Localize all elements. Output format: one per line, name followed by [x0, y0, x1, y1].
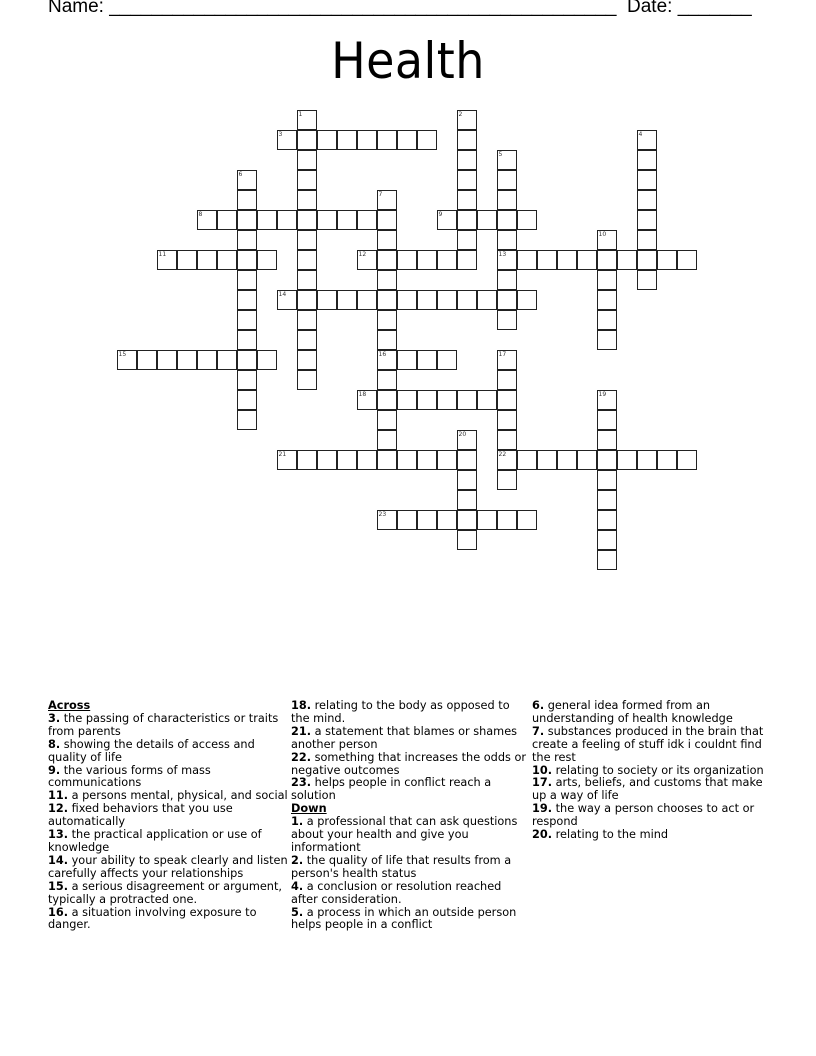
grid-cell[interactable] — [217, 210, 237, 230]
grid-cell[interactable] — [357, 390, 377, 410]
grid-cell[interactable] — [237, 330, 257, 350]
grid-cell[interactable] — [677, 450, 697, 470]
grid-cell[interactable] — [477, 210, 497, 230]
grid-cell[interactable] — [437, 350, 457, 370]
grid-cell[interactable] — [237, 390, 257, 410]
down-clue: 6. general idea formed from an understanding of health knowledge — [532, 699, 733, 725]
grid-cell[interactable] — [497, 430, 517, 450]
grid-cell[interactable] — [597, 290, 617, 310]
grid-cell[interactable] — [237, 190, 257, 210]
grid-cell[interactable] — [357, 450, 377, 470]
grid-cell[interactable] — [497, 170, 517, 190]
grid-cell[interactable] — [637, 270, 657, 290]
across-clue: 11. a persons mental, physical, and social — [48, 789, 288, 803]
grid-cell[interactable] — [377, 270, 397, 290]
grid-cell[interactable] — [597, 430, 617, 450]
across-clue: 9. the various forms of mass communications — [48, 763, 211, 790]
grid-cell[interactable] — [237, 210, 257, 230]
grid-cell[interactable] — [457, 490, 477, 510]
down-clue: 17. arts, beliefs, and customs that make up a way of life — [532, 776, 763, 803]
grid-cell[interactable] — [257, 350, 277, 370]
grid-cell[interactable] — [237, 350, 257, 370]
grid-cell[interactable] — [597, 450, 617, 470]
grid-cell[interactable] — [417, 390, 437, 410]
grid-cell[interactable] — [437, 510, 457, 530]
grid-cell[interactable] — [397, 130, 417, 150]
grid-cell[interactable] — [297, 290, 317, 310]
down-clue: 2. the quality of life that results from a person's health status — [291, 853, 512, 880]
across-clue: 14. your ability to speak clearly and listen carefully affects your relationships — [48, 853, 288, 880]
grid-cell[interactable] — [357, 290, 377, 310]
grid-cell[interactable] — [277, 130, 297, 150]
grid-cell[interactable] — [457, 430, 477, 450]
grid-cell[interactable] — [257, 210, 277, 230]
grid-cell[interactable] — [297, 130, 317, 150]
grid-cell[interactable] — [377, 450, 397, 470]
clue-number: 2 — [458, 110, 463, 118]
grid-cell[interactable] — [597, 230, 617, 250]
grid-cell[interactable] — [537, 450, 557, 470]
grid-cell[interactable] — [397, 290, 417, 310]
grid-cell[interactable] — [637, 190, 657, 210]
clues-column-3 — [532, 700, 772, 842]
down-clue: 7. substances produced in the brain that create a feeling of stuff idk i couldnt find the rest — [532, 724, 764, 764]
down-clue: 4. a conclusion or resolution reached after consideration. — [291, 879, 502, 906]
grid-cell[interactable] — [597, 510, 617, 530]
grid-cell[interactable] — [297, 250, 317, 270]
grid-cell[interactable] — [397, 450, 417, 470]
grid-cell[interactable] — [597, 410, 617, 430]
grid-cell[interactable] — [497, 230, 517, 250]
grid-cell[interactable] — [337, 130, 357, 150]
grid-cell[interactable] — [117, 350, 137, 370]
clue-number: 10 — [598, 230, 607, 238]
grid-cell[interactable] — [417, 250, 437, 270]
grid-cell[interactable] — [517, 510, 537, 530]
across-clue: 8. showing the details of access and quality of life — [48, 737, 255, 764]
grid-cell[interactable] — [537, 250, 557, 270]
grid-cell[interactable] — [297, 450, 317, 470]
grid-cell[interactable] — [417, 130, 437, 150]
grid-cell[interactable] — [237, 370, 257, 390]
grid-cell[interactable] — [297, 330, 317, 350]
grid-cell[interactable] — [317, 130, 337, 150]
grid-cell[interactable] — [377, 250, 397, 270]
grid-cell[interactable] — [277, 210, 297, 230]
clue-number: 7 — [378, 190, 383, 198]
grid-cell[interactable] — [637, 230, 657, 250]
clue-number: 17 — [498, 350, 507, 358]
grid-cell[interactable] — [457, 210, 477, 230]
grid-cell[interactable] — [237, 410, 257, 430]
grid-cell[interactable] — [637, 450, 657, 470]
grid-cell[interactable] — [217, 250, 237, 270]
grid-cell[interactable] — [577, 250, 597, 270]
grid-cell[interactable] — [577, 450, 597, 470]
clue-number: 16 — [378, 350, 387, 358]
grid-cell[interactable] — [437, 290, 457, 310]
grid-cell[interactable] — [297, 110, 317, 130]
clue-number: 5 — [498, 150, 503, 158]
across-clue: 22. something that increases the odds or negative outcomes — [291, 750, 527, 777]
grid-cell[interactable] — [377, 350, 397, 370]
date-field-label: Date: _______ — [627, 0, 752, 17]
clue-number: 18 — [358, 390, 367, 398]
grid-cell[interactable] — [517, 450, 537, 470]
grid-cell[interactable] — [557, 450, 577, 470]
grid-cell[interactable] — [517, 210, 537, 230]
grid-cell[interactable] — [377, 370, 397, 390]
grid-cell[interactable] — [377, 410, 397, 430]
name-field-label: Name: ________________________________________________ — [48, 0, 617, 17]
grid-cell[interactable] — [597, 250, 617, 270]
grid-cell[interactable] — [137, 350, 157, 370]
grid-cell[interactable] — [637, 130, 657, 150]
grid-cell[interactable] — [457, 510, 477, 530]
grid-cell[interactable] — [217, 350, 237, 370]
grid-cell[interactable] — [357, 210, 377, 230]
grid-cell[interactable] — [237, 170, 257, 190]
grid-cell[interactable] — [497, 210, 517, 230]
grid-cell[interactable] — [497, 390, 517, 410]
grid-cell[interactable] — [497, 510, 517, 530]
clue-number: 11 — [158, 250, 167, 258]
grid-cell[interactable] — [257, 250, 277, 270]
grid-cell[interactable] — [597, 310, 617, 330]
grid-cell[interactable] — [297, 350, 317, 370]
across-clue: 12. fixed behaviors that you use automatically — [48, 802, 233, 829]
grid-cell[interactable] — [437, 450, 457, 470]
grid-cell[interactable] — [277, 290, 297, 310]
down-clue: 1. a professional that can ask questions about your health and give you informationt — [291, 815, 518, 854]
across-clue: 15. a serious disagreement or argument, typically a protracted one. — [48, 879, 282, 906]
grid-cell[interactable] — [457, 470, 477, 490]
grid-cell[interactable] — [317, 290, 337, 310]
grid-cell[interactable] — [437, 250, 457, 270]
grid-cell[interactable] — [337, 210, 357, 230]
across-clue: 23. helps people in conflict reach a solution — [291, 776, 492, 803]
grid-cell[interactable] — [317, 210, 337, 230]
grid-cell[interactable] — [157, 350, 177, 370]
grid-cell[interactable] — [617, 450, 637, 470]
down-clue: 10. relating to society or its organization — [532, 763, 764, 777]
across-heading: Across — [48, 699, 91, 712]
grid-cell[interactable] — [297, 310, 317, 330]
grid-cell[interactable] — [357, 130, 377, 150]
grid-cell[interactable] — [197, 350, 217, 370]
grid-cell[interactable] — [397, 350, 417, 370]
grid-cell[interactable] — [597, 490, 617, 510]
clue-number: 15 — [118, 350, 127, 358]
clue-number: 14 — [278, 290, 287, 298]
clue-number: 9 — [438, 210, 443, 218]
grid-cell[interactable] — [377, 230, 397, 250]
grid-cell[interactable] — [337, 450, 357, 470]
grid-cell[interactable] — [417, 510, 437, 530]
grid-cell[interactable] — [237, 270, 257, 290]
grid-cell[interactable] — [517, 290, 537, 310]
grid-cell[interactable] — [497, 470, 517, 490]
clues-column-1 — [48, 700, 288, 932]
grid-cell[interactable] — [237, 230, 257, 250]
grid-cell[interactable] — [477, 290, 497, 310]
grid-cell[interactable] — [457, 170, 477, 190]
clue-number: 13 — [498, 250, 507, 258]
grid-cell[interactable] — [637, 170, 657, 190]
grid-cell[interactable] — [397, 510, 417, 530]
grid-cell[interactable] — [637, 150, 657, 170]
grid-cell[interactable] — [377, 510, 397, 530]
clue-number: 21 — [278, 450, 287, 458]
clue-number: 4 — [638, 130, 643, 138]
grid-cell[interactable] — [677, 250, 697, 270]
grid-cell[interactable] — [457, 250, 477, 270]
grid-cell[interactable] — [477, 510, 497, 530]
grid-cell[interactable] — [277, 450, 297, 470]
grid-cell[interactable] — [457, 450, 477, 470]
grid-cell[interactable] — [497, 450, 517, 470]
grid-cell[interactable] — [377, 210, 397, 230]
grid-cell[interactable] — [597, 530, 617, 550]
clue-number: 23 — [378, 510, 387, 518]
page-title: Health — [331, 32, 485, 90]
grid-cell[interactable] — [417, 290, 437, 310]
grid-cell[interactable] — [497, 350, 517, 370]
grid-cell[interactable] — [297, 190, 317, 210]
grid-cell[interactable] — [517, 250, 537, 270]
across-clue: 18. relating to the body as opposed to the mind. — [291, 699, 510, 725]
grid-cell[interactable] — [357, 250, 377, 270]
grid-cell[interactable] — [297, 270, 317, 290]
grid-cell[interactable] — [637, 250, 657, 270]
grid-cell[interactable] — [557, 250, 577, 270]
grid-cell[interactable] — [417, 450, 437, 470]
grid-cell[interactable] — [397, 390, 417, 410]
grid-cell[interactable] — [497, 190, 517, 210]
clue-number: 8 — [198, 210, 203, 218]
grid-cell[interactable] — [377, 190, 397, 210]
grid-cell[interactable] — [237, 310, 257, 330]
grid-cell[interactable] — [297, 150, 317, 170]
grid-cell[interactable] — [197, 250, 217, 270]
clue-number: 22 — [498, 450, 507, 458]
grid-cell[interactable] — [297, 170, 317, 190]
clue-number: 20 — [458, 430, 467, 438]
down-clue: 5. a process in which an outside person helps people in a conflict — [291, 905, 517, 932]
grid-cell[interactable] — [237, 290, 257, 310]
grid-cell[interactable] — [377, 310, 397, 330]
grid-cell[interactable] — [597, 270, 617, 290]
grid-cell[interactable] — [597, 470, 617, 490]
clue-number: 1 — [298, 110, 303, 118]
grid-cell[interactable] — [377, 430, 397, 450]
grid-cell[interactable] — [597, 390, 617, 410]
grid-cell[interactable] — [457, 150, 477, 170]
grid-cell[interactable] — [637, 210, 657, 230]
grid-cell[interactable] — [497, 270, 517, 290]
grid-cell[interactable] — [457, 290, 477, 310]
grid-cell[interactable] — [297, 210, 317, 230]
grid-cell[interactable] — [157, 250, 177, 270]
grid-cell[interactable] — [177, 250, 197, 270]
clue-number: 19 — [598, 390, 607, 398]
grid-cell[interactable] — [497, 250, 517, 270]
clue-number: 3 — [278, 130, 283, 138]
across-clue: 3. the passing of characteristics or traits from parents — [48, 711, 279, 738]
grid-cell[interactable] — [377, 290, 397, 310]
grid-cell[interactable] — [437, 390, 457, 410]
grid-cell[interactable] — [377, 330, 397, 350]
grid-cell[interactable] — [497, 410, 517, 430]
grid-cell[interactable] — [617, 250, 637, 270]
clue-number: 12 — [358, 250, 367, 258]
grid-cell[interactable] — [377, 130, 397, 150]
grid-cell[interactable] — [457, 530, 477, 550]
down-heading: Down — [291, 802, 327, 816]
grid-cell[interactable] — [597, 330, 617, 350]
grid-cell[interactable] — [437, 210, 457, 230]
grid-cell[interactable] — [457, 130, 477, 150]
grid-cell[interactable] — [317, 450, 337, 470]
down-clue: 19. the way a person chooses to act or respond — [532, 802, 755, 829]
grid-cell[interactable] — [497, 310, 517, 330]
grid-cell[interactable] — [497, 150, 517, 170]
clues-column-2 — [291, 700, 531, 932]
grid-cell[interactable] — [497, 290, 517, 310]
grid-cell[interactable] — [477, 390, 497, 410]
grid-cell[interactable] — [197, 210, 217, 230]
grid-cell[interactable] — [457, 390, 477, 410]
grid-cell[interactable] — [657, 250, 677, 270]
grid-cell[interactable] — [657, 450, 677, 470]
down-clue: 20. relating to the mind — [532, 828, 669, 842]
grid-cell[interactable] — [457, 190, 477, 210]
grid-cell[interactable] — [397, 250, 417, 270]
grid-cell[interactable] — [417, 350, 437, 370]
grid-cell[interactable] — [177, 350, 197, 370]
grid-cell[interactable] — [237, 250, 257, 270]
grid-cell[interactable] — [297, 370, 317, 390]
grid-cell[interactable] — [377, 390, 397, 410]
grid-cell[interactable] — [457, 230, 477, 250]
across-clue: 13. the practical application or use of knowledge — [48, 828, 262, 854]
grid-cell[interactable] — [457, 110, 477, 130]
grid-cell[interactable] — [597, 550, 617, 570]
across-clue: 16. a situation involving exposure to danger. — [48, 905, 257, 932]
grid-cell[interactable] — [297, 230, 317, 250]
grid-cell[interactable] — [337, 290, 357, 310]
clue-number: 6 — [238, 170, 243, 178]
across-clue: 21. a statement that blames or shames another person — [291, 724, 518, 751]
grid-cell[interactable] — [497, 370, 517, 390]
